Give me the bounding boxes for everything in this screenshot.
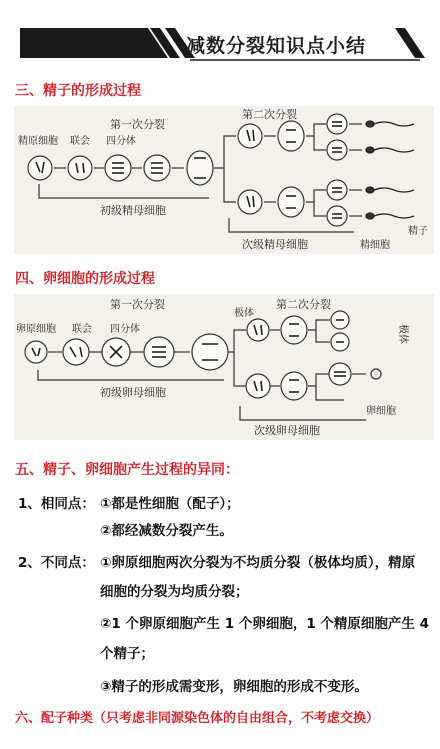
tetrad-label: 四分体 xyxy=(106,136,136,147)
same-point-1: ①都是性细胞（配子）； xyxy=(100,496,240,512)
diff-points-label: 2、不同点： xyxy=(18,555,95,571)
polar-body-label-right: 极体 xyxy=(397,324,408,344)
spermatogonium-label: 精原细胞 xyxy=(18,136,58,147)
oogonium-label: 卵原细胞 xyxy=(16,324,56,335)
page-title: 减数分裂知识点小结 xyxy=(186,35,367,57)
header-banner xyxy=(0,0,440,68)
same-point-2: ②都经减数分裂产生。 xyxy=(100,523,233,539)
diff-point-2b: 个精子； xyxy=(100,646,154,662)
primary-spermatocyte-label: 初级精母细胞 xyxy=(100,204,166,217)
sperm-formation-diagram xyxy=(14,106,434,254)
second-division-label: 第二次分裂 xyxy=(242,108,297,121)
polar-body-label-top: 极体 xyxy=(234,308,254,319)
diff-point-1a: ①卵原细胞两次分裂为不均质分裂（极体均质），精原 xyxy=(100,555,416,571)
diff-point-3: ③精子的形成需变形，卵细胞的形成不变形。 xyxy=(100,679,368,695)
sperm-label: 精子 xyxy=(408,226,428,237)
secondary-spermatocyte-label: 次级精母细胞 xyxy=(242,238,308,251)
primary-oocyte-label: 初级卵母细胞 xyxy=(100,386,166,399)
egg-cell-label: 卵细胞 xyxy=(366,406,396,417)
egg-formation-diagram xyxy=(14,294,434,440)
section-6-title: 六、配子种类（只考虑非同源染色体的自由组合，不考虑交换） xyxy=(15,711,380,726)
diff-point-1b: 细胞的分裂为均质分裂； xyxy=(100,584,249,600)
spermatid-label: 精细胞 xyxy=(360,240,390,251)
first-division-label: 第一次分裂 xyxy=(110,118,165,131)
synapsis-label: 联会 xyxy=(70,136,90,147)
section-4-title: 四、卵细胞的形成过程 xyxy=(15,271,155,287)
section-3-title: 三、精子的形成过程 xyxy=(15,83,141,99)
second-division-label: 第二次分裂 xyxy=(276,298,331,311)
section-5-title: 五、精子、卵细胞产生过程的异同： xyxy=(15,462,239,478)
synapsis-label: 联会 xyxy=(72,324,92,335)
diff-point-2a: ②1 个卵原细胞产生 1 个卵细胞，1 个精原细胞产生 4 xyxy=(100,616,430,632)
tetrad-label: 四分体 xyxy=(110,324,140,335)
secondary-oocyte-label: 次级卵母细胞 xyxy=(254,424,320,437)
first-division-label: 第一次分裂 xyxy=(110,298,165,311)
same-points-label: 1、相同点： xyxy=(18,496,95,512)
